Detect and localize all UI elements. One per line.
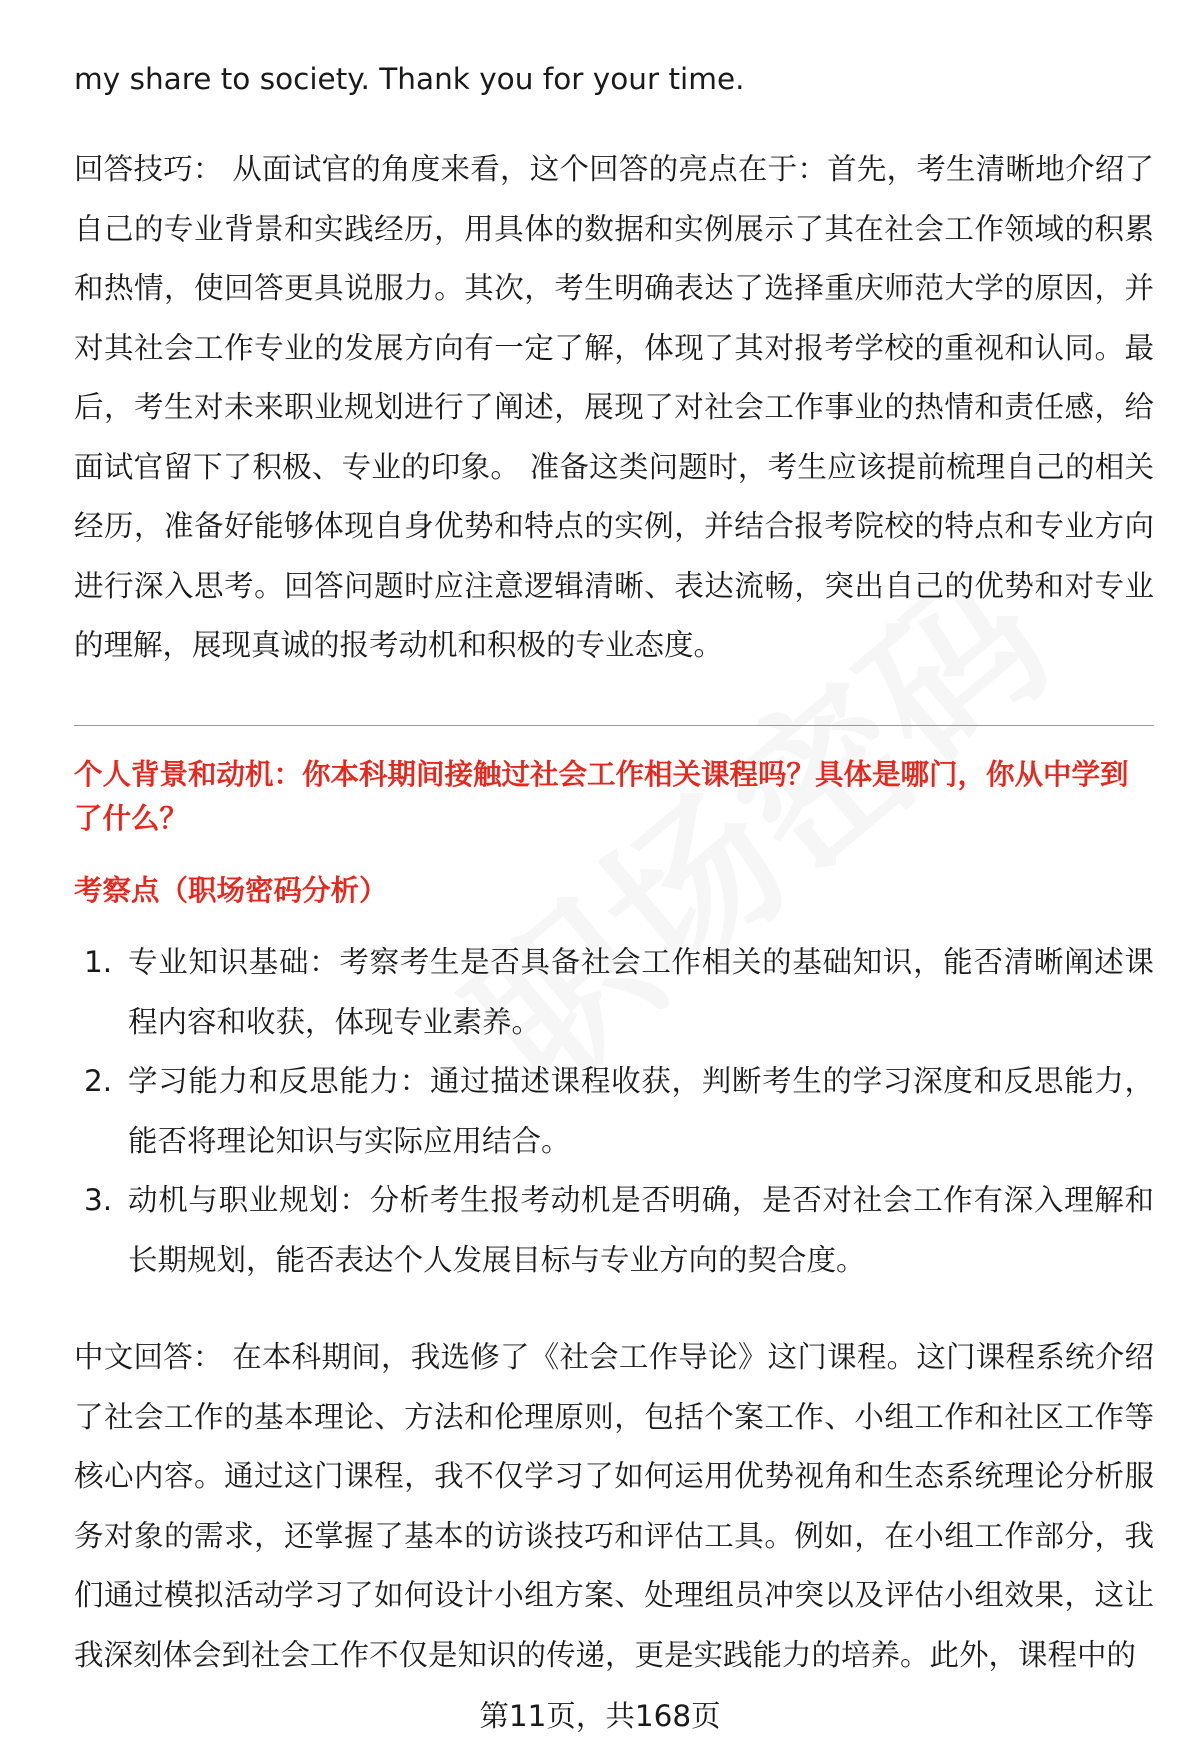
list-item-text: 专业知识基础：考察考生是否具备社会工作相关的基础知识，能否清晰阐述课程内容和收获，体现专业素养。 xyxy=(128,945,1154,1039)
list-item-number: 1. xyxy=(84,945,113,979)
list-item xyxy=(74,1052,1154,1171)
answer-tips-paragraph: 回答技巧： 从面试官的角度来看，这个回答的亮点在于：首先，考生清晰地介绍了自己的专业背景和实践经历，用具体的数据和实例展示了其在社会工作领域的积累和热情，使回答更具说服力。其次，考生明确表达了选择重庆师范大学的原因，并对其社会工作专业的发展方向有一定了解，体现了其对报考学校的重视和认同。最后，考生对未来职业规划进行了阐述，展现了对社会工作事业的热情和责任感，给面试官留下了积极、专业的印象。 准备这类问题时，考生应该提前梳理自己的相关经历，准备好能够体现自身优势和特点的实例，并结合报考院校的特点和专业方向进行深入思考。回答问题时应注意逻辑清晰、表达流畅，突出自己的优势和对专业的理解，展现真诚的报考动机和积极的专业态度。 xyxy=(74,152,1154,662)
list-item-text: 学习能力和反思能力：通过描述课程收获，判断考生的学习深度和反思能力，能否将理论知识与实际应用结合。 xyxy=(128,1064,1154,1158)
question-heading: 个人背景和动机：你本科期间接触过社会工作相关课程吗？具体是哪门，你从中学到了什么？ xyxy=(74,758,1129,835)
list-item-number: 2. xyxy=(84,1064,113,1098)
assessment-points-title: 考察点（职场密码分析） xyxy=(74,874,388,907)
section-divider xyxy=(74,725,1154,726)
list-item xyxy=(74,1171,1154,1290)
assessment-points-list xyxy=(74,933,1154,1290)
lead-paragraph: my share to society. Thank you for your time. xyxy=(74,62,745,96)
list-item xyxy=(74,933,1154,1052)
list-item-text: 动机与职业规划：分析考生报考动机是否明确，是否对社会工作有深入理解和长期规划，能否表达个人发展目标与专业方向的契合度。 xyxy=(128,1183,1154,1277)
list-item-number: 3. xyxy=(84,1183,113,1217)
chinese-answer-paragraph: 中文回答： 在本科期间，我选修了《社会工作导论》这门课程。这门课程系统介绍了社会工作的基本理论、方法和伦理原则，包括个案工作、小组工作和社区工作等核心内容。通过这门课程，我不仅学习了如何运用优势视角和生态系统理论分析服务对象的需求，还掌握了基本的访谈技巧和评估工具。例如，在小组工作部分，我们通过模拟活动学习了如何设计小组方案、处理组员冲突以及评估小组效果，这让我深刻体会到社会工作不仅是知识的传递，更是实践能力的培养。此外，课程中的 xyxy=(74,1340,1154,1672)
page-number-footer: 第11页，共168页 xyxy=(479,1699,721,1733)
